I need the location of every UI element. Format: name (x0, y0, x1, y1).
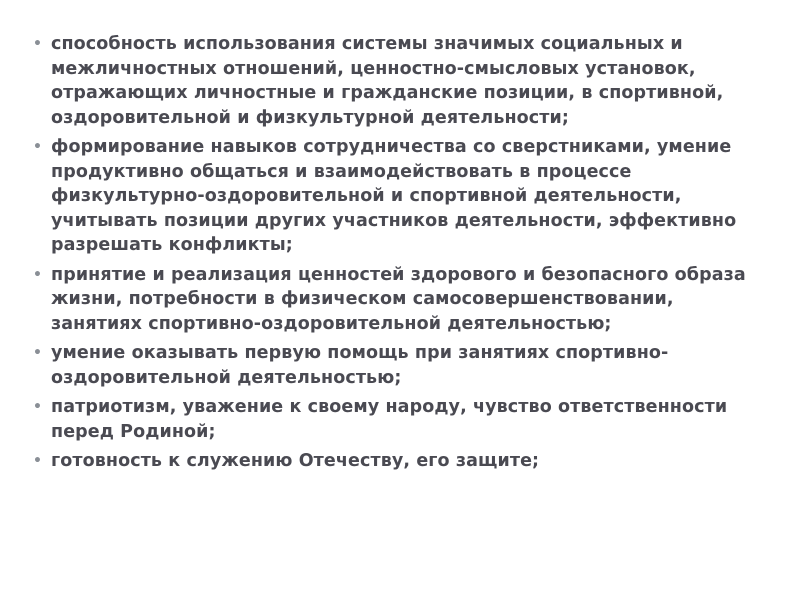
bullet-marker: • (33, 399, 43, 415)
list-item (33, 341, 753, 390)
list-item (33, 449, 753, 474)
list-item-text: патриотизм, уважение к своему народу, чувство ответственности перед Родиной; (51, 397, 728, 442)
bullet-marker: • (33, 453, 43, 469)
list-item (33, 135, 753, 258)
list-item-text: принятие и реализация ценностей здорового и безопасного образа жизни, потребности в физическом самосовершенствовании, занятиях спортивно-оздоровительной деятельностью; (51, 264, 746, 334)
bullet-marker: • (33, 266, 43, 283)
list-item-text: умение оказывать первую помощь при занятиях спортивно-оздоровительной деятельностью; (51, 343, 669, 388)
list-item-text: способность использования системы значимых социальных и межличностных отношений, ценностно-смысловых установок, отражающих личностные и гражданские позиции, в спортивной, оздоровительной и физкультурной деятельности; (51, 34, 724, 128)
bullet-list (33, 32, 753, 479)
bullet-marker: • (33, 345, 43, 361)
bullet-marker: • (33, 36, 43, 52)
list-item (33, 263, 753, 337)
list-item (33, 395, 753, 444)
list-item-text: формирование навыков сотрудничества со сверстниками, умение продуктивно общаться и взаимодействовать в процессе физкультурно-оздоровительной и спортивной деятельности, учитывать позиции других участников деятельности, эффективно разрешать конфликты; (51, 137, 737, 255)
list-item (33, 32, 753, 130)
list-item-text: готовность к служению Отечеству, его защите; (51, 451, 540, 471)
bullet-marker: • (33, 139, 43, 155)
